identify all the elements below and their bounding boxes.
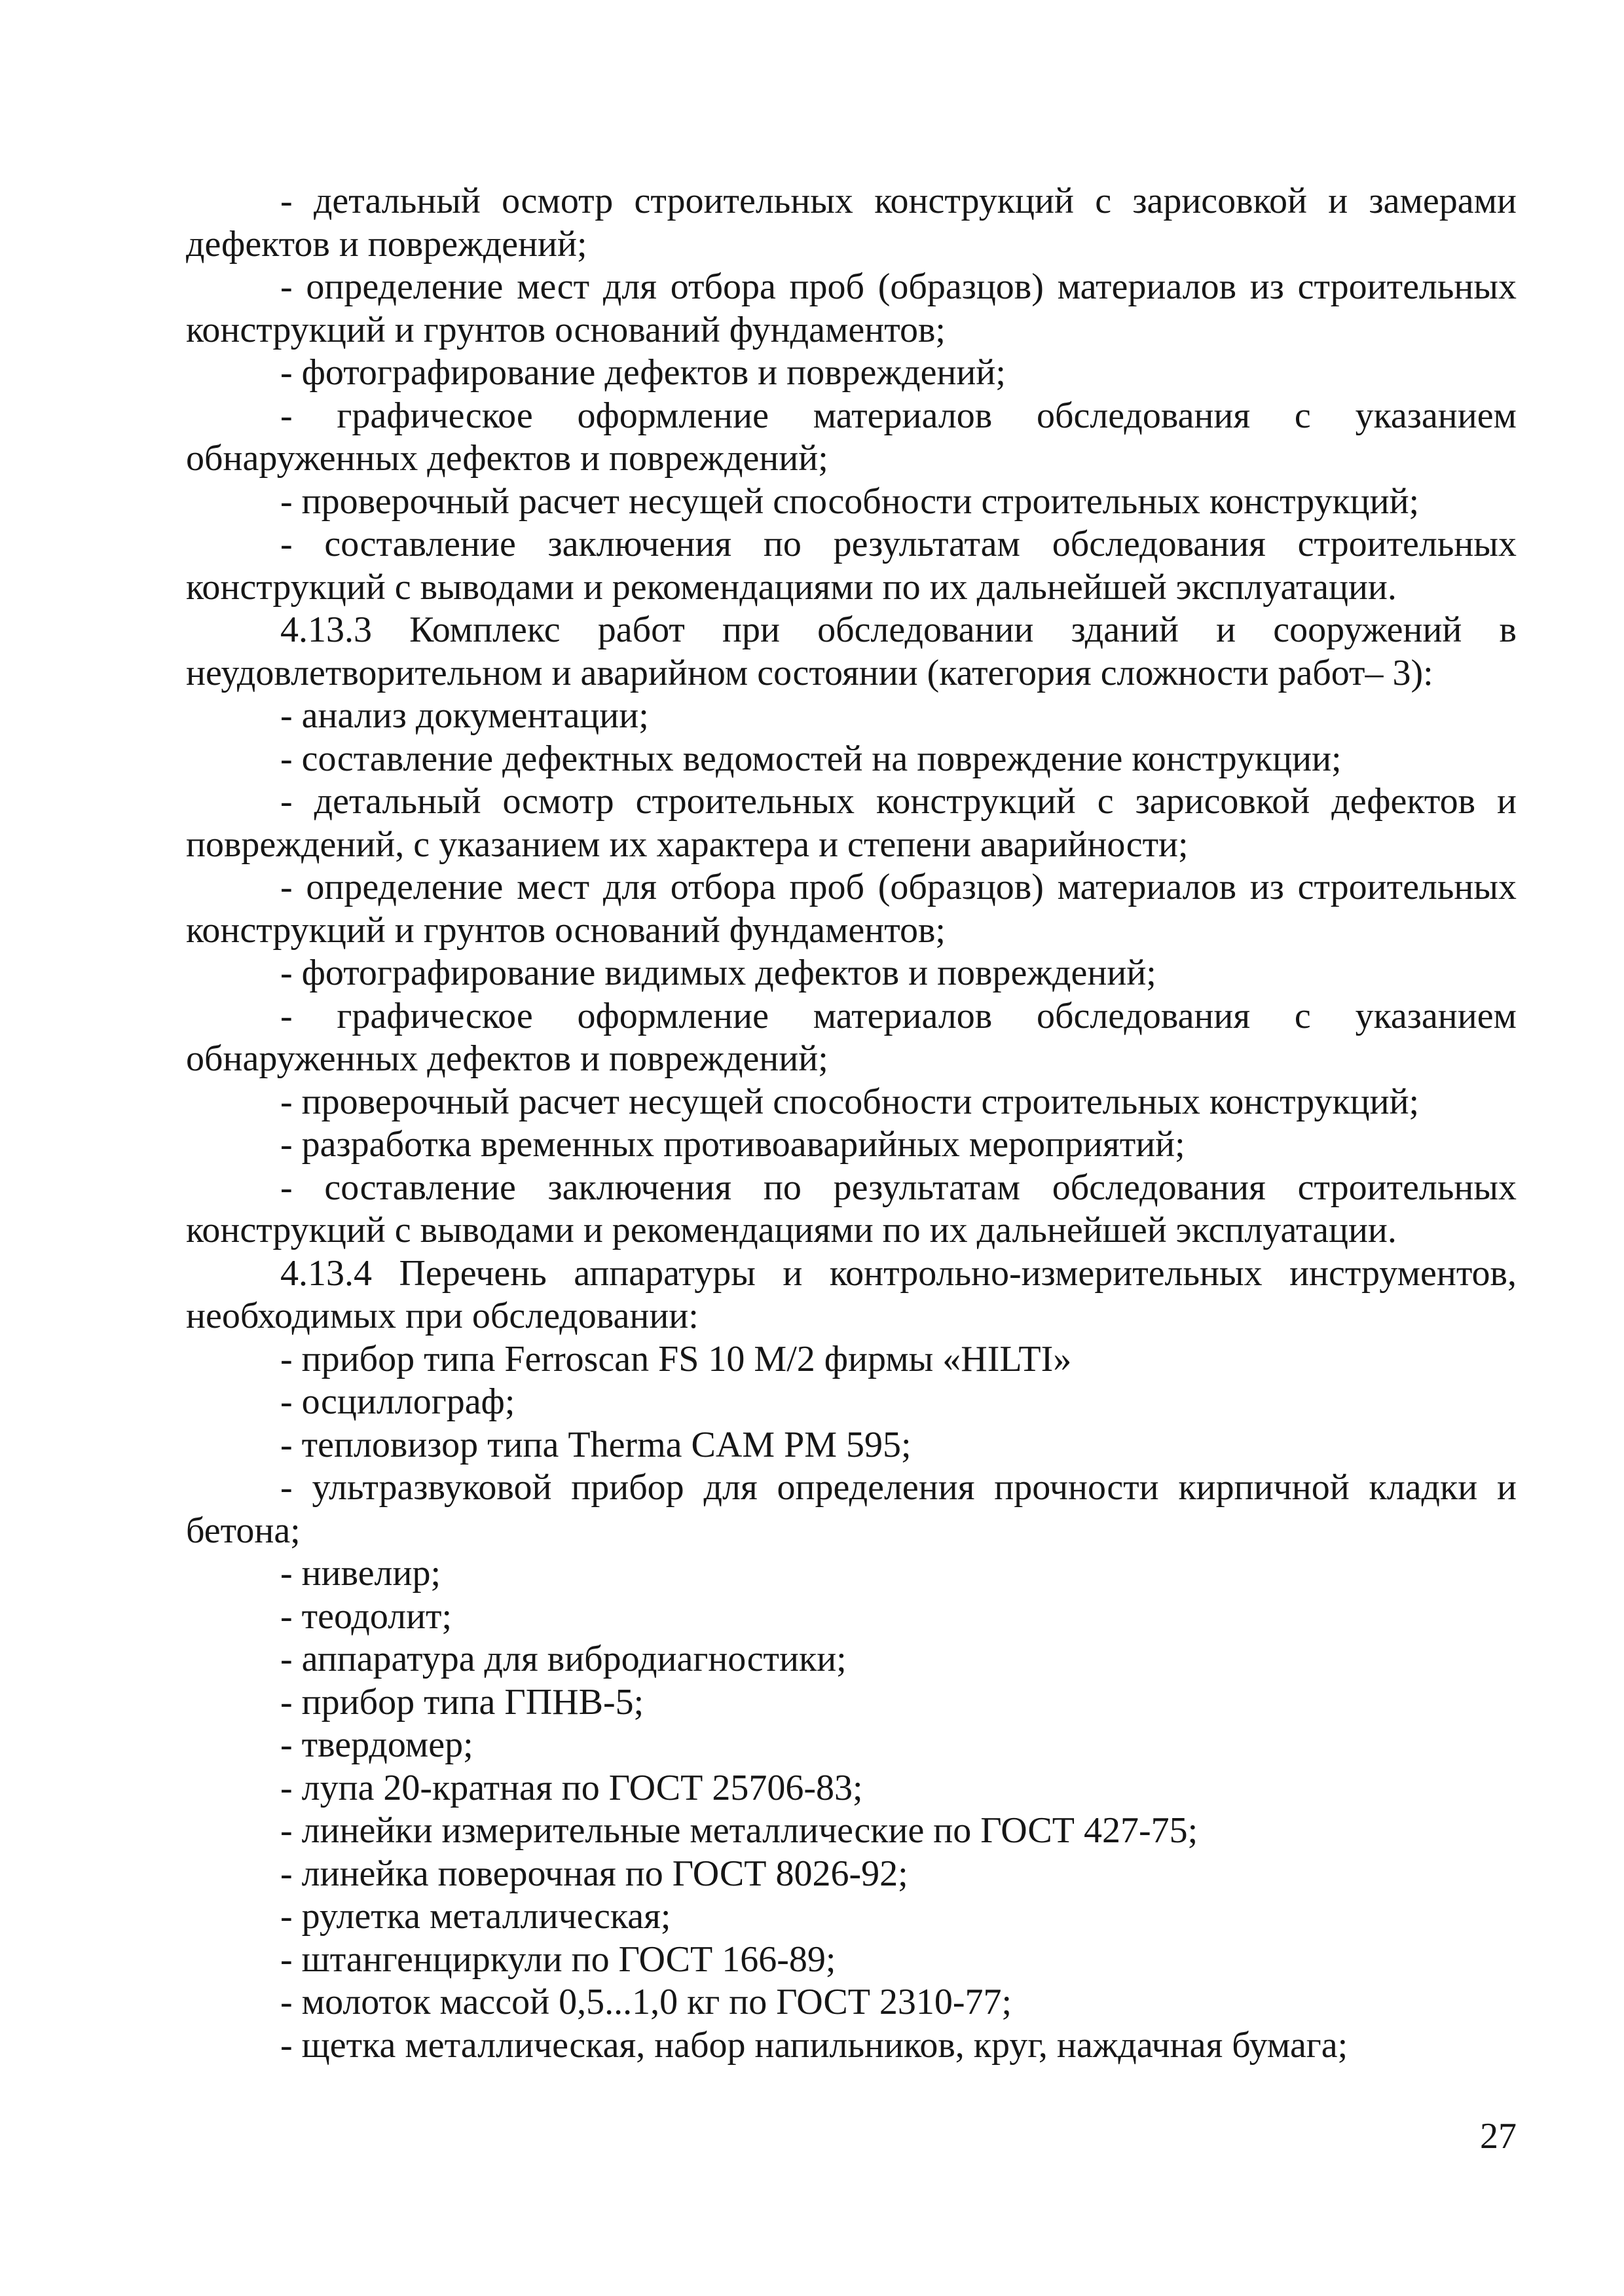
paragraph: - определение мест для отбора проб (образцов) материалов из строительных конструкций и грунтов оснований фундаментов; bbox=[186, 266, 1517, 350]
list-item: - нивелир; bbox=[280, 1553, 441, 1594]
paragraph: - составление заключения по результатам обследования строительных конструкций с выводами и рекомендациями по их дальнейшей эксплуатации. bbox=[186, 524, 1517, 608]
list-item: - линейки измерительные металлические по ГОСТ 427-75; bbox=[280, 1810, 1198, 1851]
list-item: - прибор типа Ferroscan FS 10 M/2 фирмы «HILTI» bbox=[280, 1338, 1072, 1379]
list-item: - твердомер; bbox=[280, 1724, 473, 1765]
paragraph: - графическое оформление материалов обследования с указанием обнаруженных дефектов и повреждений; bbox=[186, 395, 1517, 479]
list-item: - рулетка металлическая; bbox=[280, 1896, 671, 1937]
paragraph: - проверочный расчет несущей способности строительных конструкций; bbox=[280, 1081, 1420, 1122]
list-item: - аппаратура для вибродиагностики; bbox=[280, 1639, 847, 1679]
list-item: - щетка металлическая, набор напильников, круг, наждачная бумага; bbox=[280, 2024, 1348, 2066]
paragraph: - составление заключения по результатам обследования строительных конструкций с выводами и рекомендациями по их дальнейшей эксплуатации. bbox=[186, 1167, 1517, 1250]
list-item: - линейка поверочная по ГОСТ 8026-92; bbox=[280, 1853, 908, 1894]
paragraph: - разработка временных противоаварийных мероприятий; bbox=[280, 1124, 1185, 1165]
paragraph: - графическое оформление материалов обследования с указанием обнаруженных дефектов и повреждений; bbox=[186, 995, 1517, 1079]
list-item: - теодолит; bbox=[280, 1595, 452, 1637]
paragraph: - фотографирование дефектов и повреждений; bbox=[280, 352, 1006, 393]
paragraph: - анализ документации; bbox=[280, 695, 649, 736]
list-item: - штангенциркули по ГОСТ 166-89; bbox=[280, 1939, 836, 1980]
list-item: - прибор типа ГПНВ-5; bbox=[280, 1681, 644, 1722]
document-body bbox=[186, 180, 1517, 2067]
paragraph: - фотографирование видимых дефектов и повреждений; bbox=[280, 953, 1156, 993]
paragraph: - составление дефектных ведомостей на повреждение конструкции; bbox=[280, 738, 1342, 779]
list-item: - ультразвуковой прибор для определения прочности кирпичной кладки и бетона; bbox=[186, 1467, 1517, 1551]
list-item: - тепловизор типа Therma CAM PM 595; bbox=[280, 1424, 912, 1465]
section-paragraph: 4.13.4 Перечень аппаратуры и контрольно-измерительных инструментов, необходимых при обследовании: bbox=[186, 1252, 1517, 1336]
paragraph: - детальный осмотр строительных конструкций с зарисовкой и замерами дефектов и повреждений; bbox=[186, 181, 1517, 264]
list-item: - лупа 20-кратная по ГОСТ 25706-83; bbox=[280, 1767, 863, 1808]
paragraph: - определение мест для отбора проб (образцов) материалов из строительных конструкций и грунтов оснований фундаментов; bbox=[186, 867, 1517, 951]
paragraph: - детальный осмотр строительных конструкций с зарисовкой дефектов и повреждений, с указанием их характера и степени аварийности; bbox=[186, 781, 1517, 865]
page-number: 27 bbox=[1480, 2116, 1517, 2157]
section-paragraph: 4.13.3 Комплекс работ при обследовании зданий и сооружений в неудовлетворительном и аварийном состоянии (категория сложности работ– 3): bbox=[186, 610, 1517, 693]
paragraph: - проверочный расчет несущей способности строительных конструкций; bbox=[280, 481, 1420, 522]
list-item: - осциллограф; bbox=[280, 1381, 515, 1422]
list-item: - молоток массой 0,5...1,0 кг по ГОСТ 2310-77; bbox=[280, 1982, 1012, 2022]
